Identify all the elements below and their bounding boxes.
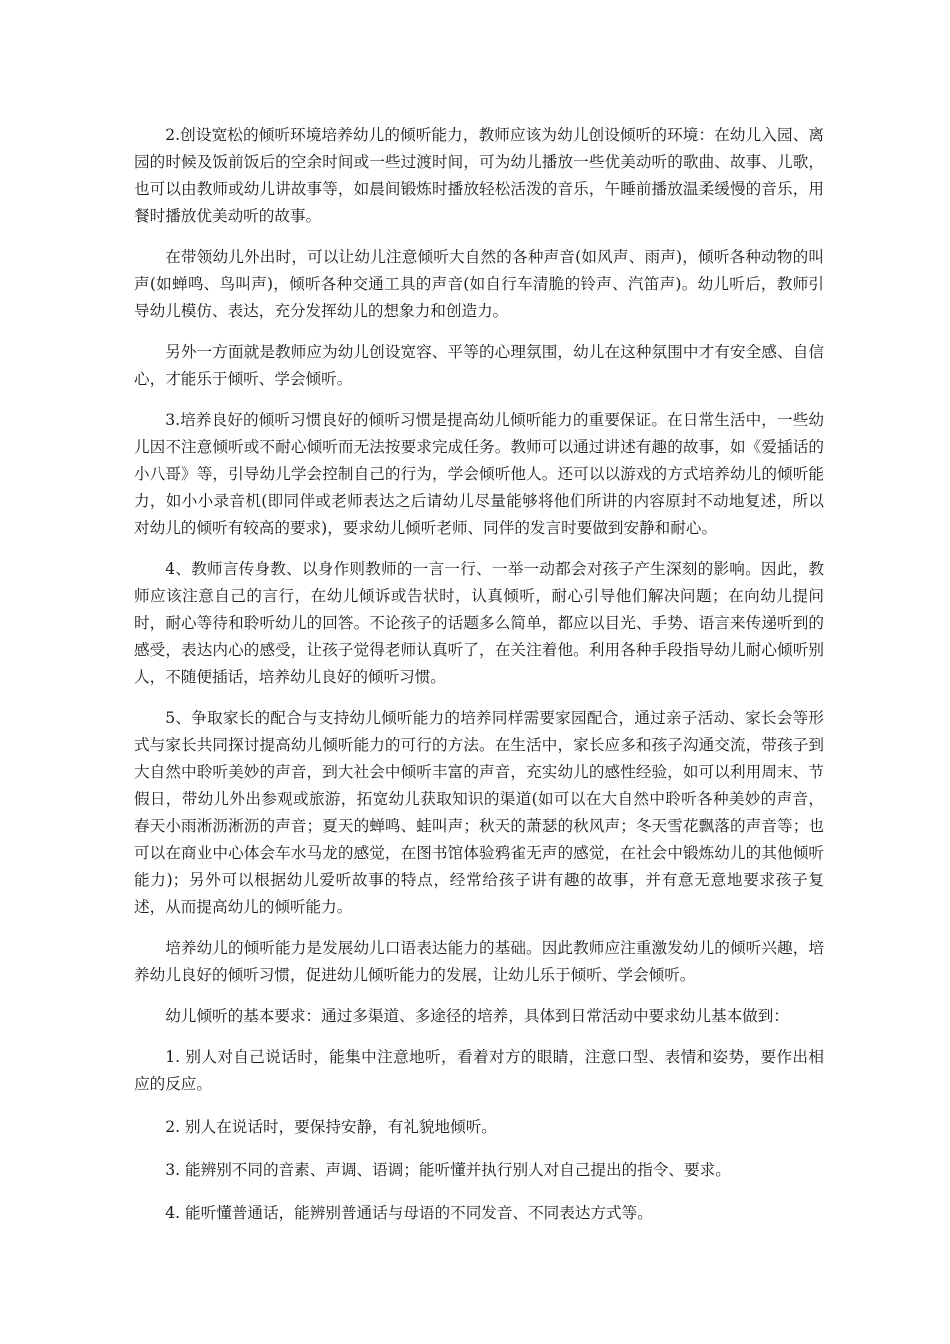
requirement-item-2: 2. 别人在说话时，要保持安静，有礼貌地倾听。 xyxy=(165,1118,497,1136)
paragraph-basic-requirements: 幼儿倾听的基本要求：通过多渠道、多途径的培养，具体到日常活动中要求幼儿基本做到： xyxy=(165,1007,789,1025)
paragraph-listening-habits: 3.培养良好的倾听习惯良好的倾听习惯是提高幼儿倾听能力的重要保证。在日常生活中，一些幼儿因不注意倾听或不耐心倾听而无法按要求完成任务。教师可以通过讲述有趣的故事，如《爱插话的小八哥》等，引导幼儿学会控制自己的行为，学会倾听他人。还可以以游戏的方式培养幼儿的倾听能力，如小小录音机(即同伴或老师表达之后请幼儿尽量能够将他们所讲的内容原封不动地复述，所以对幼儿的倾听有较高的要求)，要求幼儿倾听老师、同伴的发言时要做到安静和耐心。 xyxy=(134,411,824,537)
document-body xyxy=(134,122,824,1243)
paragraph-parent-cooperation: 5、争取家长的配合与支持幼儿倾听能力的培养同样需要家园配合，通过亲子活动、家长会等形式与家长共同探讨提高幼儿倾听能力的可行的方法。在生活中，家长应多和孩子沟通交流，带孩子到大自然中聆听美妙的声音，到大社会中倾听丰富的声音，充实幼儿的感性经验，如可以利用周末、节假日，带幼儿外出参观或旅游，拓宽幼儿获取知识的渠道(如可以在大自然中聆听各种美妙的声音，春天小雨淅沥淅沥的声音；夏天的蝉鸣、蛙叫声；秋天的萧瑟的秋风声；冬天雪花飘落的声音等；也可以在商业中心体会车水马龙的感觉，在图书馆体验鸦雀无声的感觉，在社会中锻炼幼儿的其他倾听能力)；另外可以根据幼儿爱听故事的特点，经常给孩子讲有趣的故事，并有意无意地要求孩子复述，从而提高幼儿的倾听能力。 xyxy=(134,709,824,916)
paragraph-outing-sounds: 在带领幼儿外出时，可以让幼儿注意倾听大自然的各种声音(如风声、雨声)，倾听各种动物的叫声(如蝉鸣、鸟叫声)，倾听各种交通工具的声音(如自行车清脆的铃声、汽笛声)。幼儿听后，教师引导幼儿模仿、表达，充分发挥幼儿的想象力和创造力。 xyxy=(134,248,824,320)
requirement-item-1: 1. 别人对自己说话时，能集中注意地听，看着对方的眼睛，注意口型、表情和姿势，要作出相应的反应。 xyxy=(134,1048,824,1093)
requirement-item-4: 4. 能听懂普通话，能辨别普通话与母语的不同发音、不同表达方式等。 xyxy=(165,1204,653,1222)
paragraph-psychological-atmosphere: 另外一方面就是教师应为幼儿创设宽容、平等的心理氛围，幼儿在这种氛围中才有安全感、自信心，才能乐于倾听、学会倾听。 xyxy=(134,343,824,388)
requirement-item-3: 3. 能辨别不同的音素、声调、语调；能听懂并执行别人对自己提出的指令、要求。 xyxy=(165,1161,731,1179)
paragraph-environment: 2.创设宽松的倾听环境培养幼儿的倾听能力，教师应该为幼儿创设倾听的环境：在幼儿入园、离园的时候及饭前饭后的空余时间或一些过渡时间，可为幼儿播放一些优美动听的歌曲、故事、儿歌，也可以由教师或幼儿讲故事等，如晨间锻炼时播放轻松活泼的音乐，午睡前播放温柔缓慢的音乐，用餐时播放优美动听的故事。 xyxy=(134,126,824,225)
paragraph-teacher-example: 4、教师言传身教、以身作则教师的一言一行、一举一动都会对孩子产生深刻的影响。因此，教师应该注意自己的言行，在幼儿倾诉或告状时，认真倾听，耐心引导他们解决问题；在向幼儿提问时，耐心等待和聆听幼儿的回答。不论孩子的话题多么简单，都应以目光、手势、语言来传递听到的感受，表达内心的感受，让孩子觉得老师认真听了，在关注着他。利用各种手段指导幼儿耐心倾听别人，不随便插话，培养幼儿良好的倾听习惯。 xyxy=(134,560,824,686)
paragraph-summary: 培养幼儿的倾听能力是发展幼儿口语表达能力的基础。因此教师应注重激发幼儿的倾听兴趣，培养幼儿良好的倾听习惯，促进幼儿倾听能力的发展，让幼儿乐于倾听、学会倾听。 xyxy=(134,939,824,984)
